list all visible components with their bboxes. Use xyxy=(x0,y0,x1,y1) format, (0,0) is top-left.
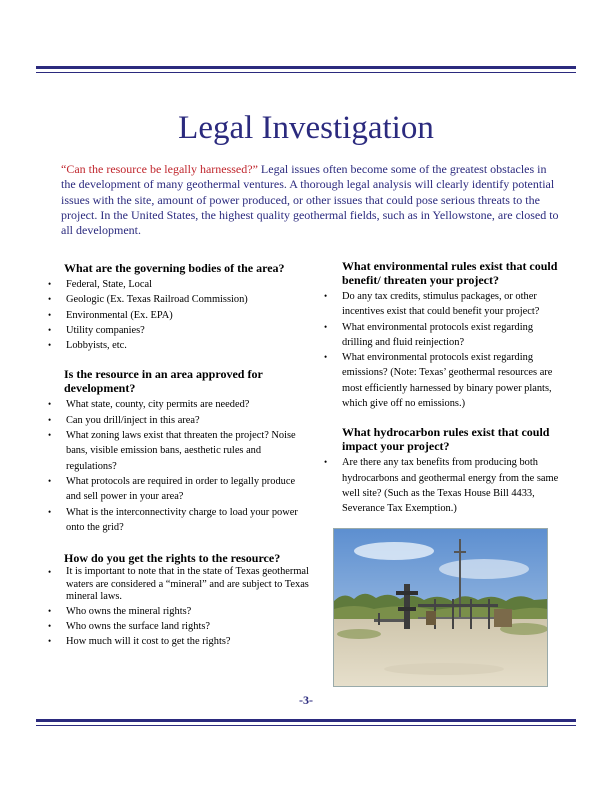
approved-area-list xyxy=(48,397,310,535)
bullet-icon: • xyxy=(324,457,328,468)
list-item: • Are there any tax benefits from producing both hydrocarbons and geothermal energy from the same well site? (Such as the Texas House Bill 4433, Severance Tax Exemption.) xyxy=(324,457,559,515)
bullet-icon: • xyxy=(48,475,52,486)
intro-paragraph xyxy=(61,162,561,238)
list-item: • Utility companies? xyxy=(48,323,310,338)
intro-text: Legal issues often become some of the greatest obstacles in the development of many geothermal ventures. A thorough legal analysis will clearly identify potential issues with the site, amount of power produced, or other issues that could pose serious threats to the project. In the United States, the highest quality geothermal fields, such as in Yellowstone, are closed to all development. xyxy=(61,162,559,238)
top-divider xyxy=(36,66,576,73)
bullet-icon: • xyxy=(48,430,52,441)
resource-rights-heading: How do you get the rights to the resource? xyxy=(64,551,281,566)
list-item: • What protocols are required in order to legally produce and sell power in your area? xyxy=(48,475,296,503)
hydrocarbon-rules-list xyxy=(324,455,564,516)
list-item: • It is important to note that in the state of Texas geothermal waters are considered a “mineral” and are subject to Texas mineral laws. xyxy=(48,566,309,603)
bullet-icon: • xyxy=(48,340,52,351)
bullet-icon: • xyxy=(324,291,328,301)
approved-area-heading: Is the resource in an area approved for development? xyxy=(64,367,263,396)
list-item: • What environmental protocols exist regarding emissions? (Note: Texas’ geothermal resources are most efficiently harnessed by binary power plants, which give off no emissions.) xyxy=(324,352,553,410)
governing-bodies-heading: What are the governing bodies of the area? xyxy=(64,261,285,275)
page-number: -3- xyxy=(299,693,313,707)
bullet-icon: • xyxy=(48,414,52,425)
list-item: • Do any tax credits, stimulus packages, or other incentives exist that could benefit your project? xyxy=(324,291,540,318)
wellhead-photo-illustration xyxy=(334,529,547,686)
list-item: • What environmental protocols exist regarding drilling and fluid reinjection? xyxy=(324,321,534,348)
list-item: • Who owns the mineral rights? xyxy=(48,604,310,619)
list-item: • What is the interconnectivity charge to load your power onto the grid? xyxy=(48,506,298,533)
right-column xyxy=(324,259,564,517)
list-item: • Federal, State, Local xyxy=(48,277,310,292)
environmental-rules-heading: What environmental rules exist that could benefit/ threaten your project? xyxy=(342,259,558,287)
list-item: • What state, county, city permits are needed? xyxy=(48,397,310,412)
bullet-icon: • xyxy=(48,399,52,410)
governing-bodies-list xyxy=(48,277,310,353)
bullet-icon: • xyxy=(48,279,52,289)
bullet-icon: • xyxy=(48,324,52,335)
wellhead-photo xyxy=(333,528,548,687)
bullet-icon: • xyxy=(48,567,52,578)
list-item: • Geologic (Ex. Texas Railroad Commission) xyxy=(48,292,310,307)
list-item: • Can you drill/inject in this area? xyxy=(48,413,310,428)
list-item: • How much will it cost to get the rights? xyxy=(48,634,310,649)
bullet-icon: • xyxy=(324,352,328,363)
left-column xyxy=(48,261,310,650)
list-item: • What zoning laws exist that threaten the project? Noise bans, visible emission bans, aesthetic rules and regulations? xyxy=(48,430,296,472)
list-item: • Environmental (Ex. EPA) xyxy=(48,308,310,323)
bullet-icon: • xyxy=(48,636,52,647)
list-item: • Lobbyists, etc. xyxy=(48,338,310,353)
bullet-icon: • xyxy=(48,294,52,305)
bullet-icon: • xyxy=(324,321,328,332)
environmental-rules-list xyxy=(324,289,564,411)
bullet-icon: • xyxy=(48,620,52,631)
bottom-divider xyxy=(36,719,576,726)
intro-quote: “Can the resource be legally harnessed?” xyxy=(61,162,258,176)
bullet-icon: • xyxy=(48,605,52,616)
page-title: Legal Investigation xyxy=(178,110,434,146)
hydrocarbon-rules-heading: What hydrocarbon rules exist that could impact your project? xyxy=(342,425,550,454)
resource-rights-list xyxy=(48,566,310,649)
bullet-icon: • xyxy=(48,309,52,320)
bullet-icon: • xyxy=(48,506,52,517)
list-item: • Who owns the surface land rights? xyxy=(48,619,310,634)
